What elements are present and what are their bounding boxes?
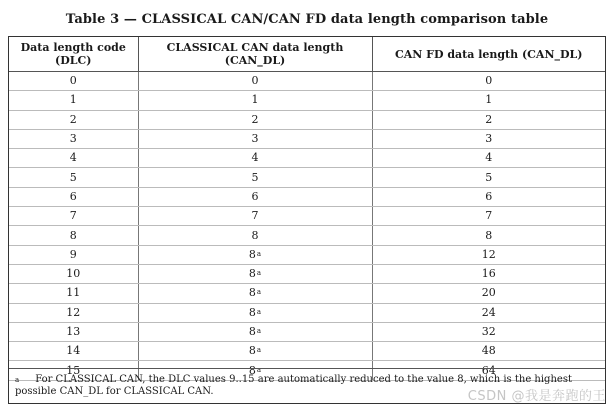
cell-dlc: 7 (9, 207, 138, 226)
cell-can-fd-dl: 5 (372, 168, 605, 187)
header-dlc-line2: (DLC) (55, 54, 92, 67)
cell-classical-can-dl (138, 342, 372, 361)
cell-classical-can-dl (138, 264, 372, 283)
footnote-marker: a (15, 376, 20, 384)
cell-classical-value: 6 (251, 189, 259, 203)
cell-dlc: 8 (9, 226, 138, 245)
footnote-text: For CLASSICAL CAN, the DLC values 9..15 are automatically reduced to the value 8, which is the highest possible CAN_DL for CLASSICAL CAN. (15, 374, 572, 397)
footnote-ref: a (256, 346, 262, 355)
cell-can-fd-dl: 16 (372, 264, 605, 283)
cell-dlc: 12 (9, 303, 138, 322)
cell-classical-can-dl (138, 187, 372, 206)
watermark: CSDN @我是奔跑的王 (467, 389, 606, 404)
table-row (9, 149, 605, 168)
table-body (9, 72, 605, 381)
cell-classical-can-dl (138, 303, 372, 322)
cell-classical-value: 8 (251, 228, 259, 242)
cell-classical-can-dl (138, 168, 372, 187)
cell-dlc: 11 (9, 284, 138, 303)
cell-dlc: 4 (9, 149, 138, 168)
footnote-ref: a (256, 288, 262, 297)
cell-classical-value: 8 (248, 267, 256, 281)
footnote-ref: a (256, 249, 262, 258)
cell-dlc: 9 (9, 245, 138, 264)
cell-classical-can-dl (138, 72, 372, 91)
header-dlc-line1: Data length code (20, 41, 126, 54)
cell-classical-can-dl (138, 226, 372, 245)
cell-can-fd-dl: 2 (372, 110, 605, 129)
footnote-ref: a (256, 365, 262, 374)
cell-classical-can-dl (138, 322, 372, 341)
cell-classical-value: 8 (248, 325, 256, 338)
cell-classical-value: 8 (248, 247, 256, 261)
cell-dlc: 5 (9, 168, 138, 187)
cell-dlc: 15 (9, 361, 138, 380)
cell-can-fd-dl: 24 (372, 303, 605, 322)
table (9, 37, 605, 381)
cell-classical-can-dl (138, 207, 372, 226)
cell-can-fd-dl: 6 (372, 187, 605, 206)
cell-classical-value: 3 (251, 132, 259, 146)
cell-classical-can-dl (138, 149, 372, 168)
table-row (9, 303, 605, 322)
table-row (9, 207, 605, 226)
cell-can-fd-dl: 7 (372, 207, 605, 226)
cell-classical-value: 8 (248, 363, 256, 377)
cell-can-fd-dl: 20 (372, 284, 605, 303)
cell-dlc: 3 (9, 129, 138, 148)
cell-can-fd-dl: 8 (372, 226, 605, 245)
table-title: Table 3 — CLASSICAL CAN/CAN FD data length comparison table (65, 12, 549, 27)
cell-can-fd-dl: 3 (372, 129, 605, 148)
table-row (9, 110, 605, 129)
cell-classical-value: 1 (251, 93, 259, 107)
cell-can-fd-dl: 12 (372, 245, 605, 264)
table-row (9, 91, 605, 110)
cell-classical-value: 8 (248, 344, 256, 358)
table-row (9, 284, 605, 303)
cell-can-fd-dl: 32 (372, 322, 605, 341)
table-row (9, 72, 605, 91)
cell-dlc: 2 (9, 110, 138, 129)
table-row (9, 129, 605, 148)
footnote-ref: a (256, 269, 262, 278)
table-row (9, 322, 605, 341)
cell-dlc: 13 (9, 322, 138, 341)
cell-classical-value: 2 (251, 112, 259, 126)
cell-can-fd-dl: 48 (372, 342, 605, 361)
cell-classical-value: 4 (251, 151, 259, 165)
cell-classical-can-dl (138, 91, 372, 110)
table-row (9, 226, 605, 245)
cell-can-fd-dl: 0 (372, 72, 605, 91)
dlc-comparison-table (8, 36, 606, 404)
table-row (9, 264, 605, 283)
cell-can-fd-dl: 4 (372, 149, 605, 168)
cell-classical-value: 5 (251, 170, 259, 184)
table-row (9, 342, 605, 361)
table-row (9, 187, 605, 206)
cell-can-fd-dl: 1 (372, 91, 605, 110)
header-dlc (9, 37, 138, 72)
header-row (9, 37, 605, 72)
cell-dlc: 14 (9, 342, 138, 361)
cell-classical-can-dl (138, 245, 372, 264)
cell-classical-can-dl (138, 110, 372, 129)
cell-classical-value: 0 (251, 74, 259, 88)
footnote-ref: a (256, 327, 262, 335)
table-row (9, 245, 605, 264)
table-row (9, 168, 605, 187)
cell-classical-value: 8 (248, 305, 256, 319)
cell-dlc: 10 (9, 264, 138, 283)
cell-classical-can-dl (138, 284, 372, 303)
cell-dlc: 6 (9, 187, 138, 206)
footnote-ref: a (256, 307, 262, 316)
header-classical-can: CLASSICAL CAN data length (CAN_DL) (138, 37, 372, 72)
cell-dlc: 1 (9, 91, 138, 110)
cell-classical-value: 8 (248, 286, 256, 300)
header-can-fd: CAN FD data length (CAN_DL) (372, 37, 605, 72)
cell-classical-can-dl (138, 129, 372, 148)
cell-classical-value: 7 (251, 209, 259, 223)
cell-can-fd-dl: 64 (372, 361, 605, 380)
cell-dlc: 0 (9, 72, 138, 91)
